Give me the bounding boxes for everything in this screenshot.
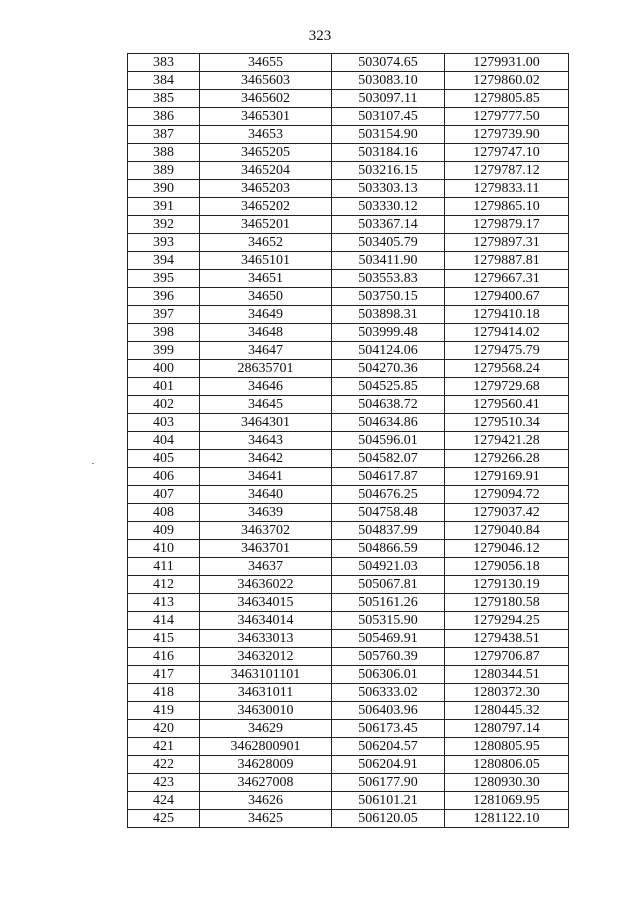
row-index-cell: 391 bbox=[128, 198, 200, 216]
x-coordinate-cell: 504270.36 bbox=[332, 360, 445, 378]
table-row bbox=[128, 270, 569, 288]
table-row bbox=[128, 576, 569, 594]
point-id-cell: 34643 bbox=[200, 432, 332, 450]
y-coordinate-cell: 1279294.25 bbox=[445, 612, 569, 630]
table-row bbox=[128, 144, 569, 162]
x-coordinate-cell: 506333.02 bbox=[332, 684, 445, 702]
x-coordinate-cell: 506204.57 bbox=[332, 738, 445, 756]
point-id-cell: 34637 bbox=[200, 558, 332, 576]
row-index-cell: 422 bbox=[128, 756, 200, 774]
x-coordinate-cell: 504525.85 bbox=[332, 378, 445, 396]
page-number: 323 bbox=[308, 28, 332, 44]
table-row bbox=[128, 702, 569, 720]
y-coordinate-cell: 1279414.02 bbox=[445, 324, 569, 342]
point-id-cell: 3465603 bbox=[200, 72, 332, 90]
y-coordinate-cell: 1280445.32 bbox=[445, 702, 569, 720]
table-row bbox=[128, 234, 569, 252]
point-id-cell: 34655 bbox=[200, 54, 332, 72]
row-index-cell: 420 bbox=[128, 720, 200, 738]
x-coordinate-cell: 506204.91 bbox=[332, 756, 445, 774]
table-row bbox=[128, 684, 569, 702]
row-index-cell: 416 bbox=[128, 648, 200, 666]
point-id-cell: 3465602 bbox=[200, 90, 332, 108]
row-index-cell: 383 bbox=[128, 54, 200, 72]
x-coordinate-cell: 503303.13 bbox=[332, 180, 445, 198]
y-coordinate-cell: 1279094.72 bbox=[445, 486, 569, 504]
table-row bbox=[128, 72, 569, 90]
table-row bbox=[128, 306, 569, 324]
point-id-cell: 3465201 bbox=[200, 216, 332, 234]
row-index-cell: 402 bbox=[128, 396, 200, 414]
y-coordinate-cell: 1279706.87 bbox=[445, 648, 569, 666]
table-row bbox=[128, 252, 569, 270]
table-row bbox=[128, 360, 569, 378]
point-id-cell: 34626 bbox=[200, 792, 332, 810]
table-row bbox=[128, 738, 569, 756]
x-coordinate-cell: 504921.03 bbox=[332, 558, 445, 576]
y-coordinate-cell: 1279667.31 bbox=[445, 270, 569, 288]
table-row bbox=[128, 792, 569, 810]
point-id-cell: 3465202 bbox=[200, 198, 332, 216]
x-coordinate-cell: 505315.90 bbox=[332, 612, 445, 630]
x-coordinate-cell: 506173.45 bbox=[332, 720, 445, 738]
y-coordinate-cell: 1280372.30 bbox=[445, 684, 569, 702]
point-id-cell: 3462800901 bbox=[200, 738, 332, 756]
table-row bbox=[128, 720, 569, 738]
table-row bbox=[128, 522, 569, 540]
y-coordinate-cell: 1279040.84 bbox=[445, 522, 569, 540]
point-id-cell: 3463101101 bbox=[200, 666, 332, 684]
y-coordinate-cell: 1279887.81 bbox=[445, 252, 569, 270]
y-coordinate-cell: 1279266.28 bbox=[445, 450, 569, 468]
row-index-cell: 421 bbox=[128, 738, 200, 756]
table-row bbox=[128, 54, 569, 72]
point-id-cell: 3465101 bbox=[200, 252, 332, 270]
y-coordinate-cell: 1280806.05 bbox=[445, 756, 569, 774]
point-id-cell: 34634014 bbox=[200, 612, 332, 630]
y-coordinate-cell: 1279410.18 bbox=[445, 306, 569, 324]
point-id-cell: 34651 bbox=[200, 270, 332, 288]
y-coordinate-cell: 1279475.79 bbox=[445, 342, 569, 360]
point-id-cell: 28635701 bbox=[200, 360, 332, 378]
row-index-cell: 395 bbox=[128, 270, 200, 288]
table-row bbox=[128, 648, 569, 666]
x-coordinate-cell: 504758.48 bbox=[332, 504, 445, 522]
x-coordinate-cell: 504676.25 bbox=[332, 486, 445, 504]
point-id-cell: 34628009 bbox=[200, 756, 332, 774]
y-coordinate-cell: 1279931.00 bbox=[445, 54, 569, 72]
x-coordinate-cell: 503216.15 bbox=[332, 162, 445, 180]
x-coordinate-cell: 505760.39 bbox=[332, 648, 445, 666]
row-index-cell: 408 bbox=[128, 504, 200, 522]
point-id-cell: 34631011 bbox=[200, 684, 332, 702]
x-coordinate-cell: 505067.81 bbox=[332, 576, 445, 594]
x-coordinate-cell: 503405.79 bbox=[332, 234, 445, 252]
point-id-cell: 34633013 bbox=[200, 630, 332, 648]
point-id-cell: 34640 bbox=[200, 486, 332, 504]
y-coordinate-cell: 1280344.51 bbox=[445, 666, 569, 684]
x-coordinate-cell: 503154.90 bbox=[332, 126, 445, 144]
table-row bbox=[128, 504, 569, 522]
row-index-cell: 418 bbox=[128, 684, 200, 702]
x-coordinate-cell: 503411.90 bbox=[332, 252, 445, 270]
row-index-cell: 412 bbox=[128, 576, 200, 594]
row-index-cell: 404 bbox=[128, 432, 200, 450]
row-index-cell: 384 bbox=[128, 72, 200, 90]
row-index-cell: 419 bbox=[128, 702, 200, 720]
table-row bbox=[128, 288, 569, 306]
x-coordinate-cell: 506101.21 bbox=[332, 792, 445, 810]
y-coordinate-cell: 1279897.31 bbox=[445, 234, 569, 252]
y-coordinate-cell: 1279860.02 bbox=[445, 72, 569, 90]
point-id-cell: 34648 bbox=[200, 324, 332, 342]
table-row bbox=[128, 342, 569, 360]
table-row bbox=[128, 594, 569, 612]
point-id-cell: 34642 bbox=[200, 450, 332, 468]
table-row bbox=[128, 108, 569, 126]
row-index-cell: 393 bbox=[128, 234, 200, 252]
row-index-cell: 413 bbox=[128, 594, 200, 612]
row-index-cell: 386 bbox=[128, 108, 200, 126]
y-coordinate-cell: 1279833.11 bbox=[445, 180, 569, 198]
y-coordinate-cell: 1279400.67 bbox=[445, 288, 569, 306]
x-coordinate-cell: 504617.87 bbox=[332, 468, 445, 486]
point-id-cell: 34647 bbox=[200, 342, 332, 360]
x-coordinate-cell: 506120.05 bbox=[332, 810, 445, 828]
y-coordinate-cell: 1279568.24 bbox=[445, 360, 569, 378]
point-id-cell: 3463702 bbox=[200, 522, 332, 540]
x-coordinate-cell: 504634.86 bbox=[332, 414, 445, 432]
point-id-cell: 34645 bbox=[200, 396, 332, 414]
x-coordinate-cell: 503097.11 bbox=[332, 90, 445, 108]
point-id-cell: 34625 bbox=[200, 810, 332, 828]
x-coordinate-cell: 504638.72 bbox=[332, 396, 445, 414]
row-index-cell: 392 bbox=[128, 216, 200, 234]
y-coordinate-cell: 1279729.68 bbox=[445, 378, 569, 396]
row-index-cell: 390 bbox=[128, 180, 200, 198]
table-row bbox=[128, 774, 569, 792]
table-row bbox=[128, 180, 569, 198]
row-index-cell: 424 bbox=[128, 792, 200, 810]
x-coordinate-cell: 503107.45 bbox=[332, 108, 445, 126]
x-coordinate-cell: 503330.12 bbox=[332, 198, 445, 216]
x-coordinate-cell: 506306.01 bbox=[332, 666, 445, 684]
row-index-cell: 403 bbox=[128, 414, 200, 432]
table-row bbox=[128, 450, 569, 468]
row-index-cell: 417 bbox=[128, 666, 200, 684]
table-row bbox=[128, 612, 569, 630]
point-id-cell: 34634015 bbox=[200, 594, 332, 612]
table-row bbox=[128, 90, 569, 108]
row-index-cell: 423 bbox=[128, 774, 200, 792]
point-id-cell: 3465203 bbox=[200, 180, 332, 198]
y-coordinate-cell: 1279056.18 bbox=[445, 558, 569, 576]
x-coordinate-cell: 503553.83 bbox=[332, 270, 445, 288]
point-id-cell: 34627008 bbox=[200, 774, 332, 792]
x-coordinate-cell: 504866.59 bbox=[332, 540, 445, 558]
point-id-cell: 34649 bbox=[200, 306, 332, 324]
table-row bbox=[128, 162, 569, 180]
point-id-cell: 3465205 bbox=[200, 144, 332, 162]
row-index-cell: 407 bbox=[128, 486, 200, 504]
table-row bbox=[128, 396, 569, 414]
point-id-cell: 34639 bbox=[200, 504, 332, 522]
x-coordinate-cell: 505469.91 bbox=[332, 630, 445, 648]
row-index-cell: 394 bbox=[128, 252, 200, 270]
point-id-cell: 34652 bbox=[200, 234, 332, 252]
table-row bbox=[128, 378, 569, 396]
table-row bbox=[128, 540, 569, 558]
point-id-cell: 34650 bbox=[200, 288, 332, 306]
table-row bbox=[128, 810, 569, 828]
point-id-cell: 3464301 bbox=[200, 414, 332, 432]
table-row bbox=[128, 324, 569, 342]
x-coordinate-cell: 506403.96 bbox=[332, 702, 445, 720]
row-index-cell: 399 bbox=[128, 342, 200, 360]
x-coordinate-cell: 505161.26 bbox=[332, 594, 445, 612]
table-row bbox=[128, 558, 569, 576]
table-row bbox=[128, 126, 569, 144]
row-index-cell: 411 bbox=[128, 558, 200, 576]
y-coordinate-cell: 1279805.85 bbox=[445, 90, 569, 108]
y-coordinate-cell: 1279180.58 bbox=[445, 594, 569, 612]
row-index-cell: 397 bbox=[128, 306, 200, 324]
y-coordinate-cell: 1279438.51 bbox=[445, 630, 569, 648]
point-id-cell: 34632012 bbox=[200, 648, 332, 666]
point-id-cell: 34629 bbox=[200, 720, 332, 738]
point-id-cell: 34630010 bbox=[200, 702, 332, 720]
table-row bbox=[128, 630, 569, 648]
table-row bbox=[128, 756, 569, 774]
y-coordinate-cell: 1279169.91 bbox=[445, 468, 569, 486]
margin-mark bbox=[92, 463, 94, 464]
y-coordinate-cell: 1279037.42 bbox=[445, 504, 569, 522]
point-id-cell: 34646 bbox=[200, 378, 332, 396]
x-coordinate-cell: 503898.31 bbox=[332, 306, 445, 324]
row-index-cell: 389 bbox=[128, 162, 200, 180]
x-coordinate-cell: 503074.65 bbox=[332, 54, 445, 72]
x-coordinate-cell: 504837.99 bbox=[332, 522, 445, 540]
row-index-cell: 398 bbox=[128, 324, 200, 342]
row-index-cell: 414 bbox=[128, 612, 200, 630]
row-index-cell: 405 bbox=[128, 450, 200, 468]
table-row bbox=[128, 216, 569, 234]
y-coordinate-cell: 1280797.14 bbox=[445, 720, 569, 738]
y-coordinate-cell: 1279879.17 bbox=[445, 216, 569, 234]
x-coordinate-cell: 503999.48 bbox=[332, 324, 445, 342]
row-index-cell: 387 bbox=[128, 126, 200, 144]
point-id-cell: 3465301 bbox=[200, 108, 332, 126]
table-row bbox=[128, 198, 569, 216]
row-index-cell: 388 bbox=[128, 144, 200, 162]
y-coordinate-cell: 1279739.90 bbox=[445, 126, 569, 144]
x-coordinate-cell: 503750.15 bbox=[332, 288, 445, 306]
row-index-cell: 385 bbox=[128, 90, 200, 108]
x-coordinate-cell: 503367.14 bbox=[332, 216, 445, 234]
point-id-cell: 34641 bbox=[200, 468, 332, 486]
coordinates-table bbox=[127, 53, 569, 828]
y-coordinate-cell: 1279510.34 bbox=[445, 414, 569, 432]
x-coordinate-cell: 506177.90 bbox=[332, 774, 445, 792]
row-index-cell: 401 bbox=[128, 378, 200, 396]
y-coordinate-cell: 1279865.10 bbox=[445, 198, 569, 216]
y-coordinate-cell: 1280805.95 bbox=[445, 738, 569, 756]
y-coordinate-cell: 1279787.12 bbox=[445, 162, 569, 180]
y-coordinate-cell: 1280930.30 bbox=[445, 774, 569, 792]
y-coordinate-cell: 1279046.12 bbox=[445, 540, 569, 558]
table-row bbox=[128, 414, 569, 432]
y-coordinate-cell: 1279421.28 bbox=[445, 432, 569, 450]
x-coordinate-cell: 504124.06 bbox=[332, 342, 445, 360]
x-coordinate-cell: 503184.16 bbox=[332, 144, 445, 162]
row-index-cell: 396 bbox=[128, 288, 200, 306]
y-coordinate-cell: 1279777.50 bbox=[445, 108, 569, 126]
row-index-cell: 410 bbox=[128, 540, 200, 558]
row-index-cell: 425 bbox=[128, 810, 200, 828]
x-coordinate-cell: 504596.01 bbox=[332, 432, 445, 450]
table-row bbox=[128, 486, 569, 504]
y-coordinate-cell: 1281122.10 bbox=[445, 810, 569, 828]
x-coordinate-cell: 503083.10 bbox=[332, 72, 445, 90]
x-coordinate-cell: 504582.07 bbox=[332, 450, 445, 468]
row-index-cell: 400 bbox=[128, 360, 200, 378]
table-row bbox=[128, 666, 569, 684]
row-index-cell: 409 bbox=[128, 522, 200, 540]
point-id-cell: 34636022 bbox=[200, 576, 332, 594]
point-id-cell: 34653 bbox=[200, 126, 332, 144]
y-coordinate-cell: 1279130.19 bbox=[445, 576, 569, 594]
point-id-cell: 3465204 bbox=[200, 162, 332, 180]
table-row bbox=[128, 432, 569, 450]
y-coordinate-cell: 1279560.41 bbox=[445, 396, 569, 414]
coordinates-table-body bbox=[128, 54, 569, 828]
table-row bbox=[128, 468, 569, 486]
row-index-cell: 406 bbox=[128, 468, 200, 486]
y-coordinate-cell: 1279747.10 bbox=[445, 144, 569, 162]
row-index-cell: 415 bbox=[128, 630, 200, 648]
point-id-cell: 3463701 bbox=[200, 540, 332, 558]
y-coordinate-cell: 1281069.95 bbox=[445, 792, 569, 810]
